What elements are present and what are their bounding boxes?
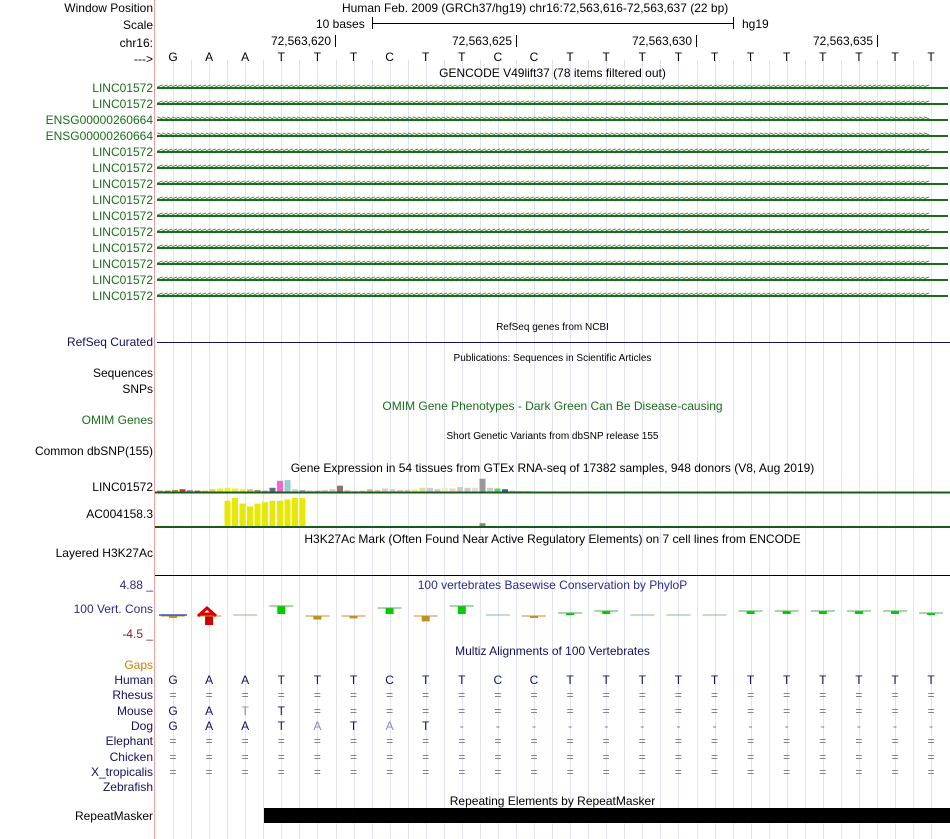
omim-label[interactable]: OMIM Genes <box>81 413 153 427</box>
alignment-base: = <box>349 688 357 703</box>
alignment-base: A <box>385 718 394 733</box>
alignment-base: T <box>602 673 610 687</box>
phylop-negative-glyph <box>198 608 216 616</box>
coordinate-label: 72,563,635 <box>812 34 873 48</box>
gtex-bar[interactable] <box>450 489 456 493</box>
gtex-bar[interactable] <box>225 501 231 526</box>
multiz-track-title[interactable]: Multiz Alignments of 100 Vertebrates <box>455 644 650 658</box>
dna-base: C <box>385 50 394 64</box>
alignment-base: T <box>746 673 755 687</box>
alignment-base: = <box>927 749 935 764</box>
scale-label: Scale <box>122 18 153 32</box>
species-label[interactable]: Dog <box>130 718 153 733</box>
gtex-bar[interactable] <box>255 504 261 526</box>
alignment-base: = <box>891 688 899 703</box>
omim-track-title[interactable]: OMIM Gene Phenotypes - Dark Green Can Be Disease-causing <box>382 399 723 413</box>
gencode-track-label[interactable]: LINC01572 <box>92 257 153 271</box>
alignment-base: = <box>241 734 249 749</box>
label-panel-separator <box>154 0 155 839</box>
dna-base: T <box>566 50 574 64</box>
alignment-base: = <box>277 734 285 749</box>
gtex-bar[interactable] <box>217 489 223 493</box>
gene-model-line <box>157 135 948 137</box>
alignment-base: T <box>241 703 249 718</box>
phylop-bar[interactable] <box>386 608 394 614</box>
alignment-base: = <box>349 764 357 779</box>
alignment-base: C <box>385 673 394 687</box>
alignment-base: - <box>820 718 825 733</box>
alignment-base: = <box>710 688 718 703</box>
gene-model-line <box>157 167 948 169</box>
gene-model-line <box>157 119 948 121</box>
alignment-base: = <box>566 688 574 703</box>
alignment-base: T <box>349 718 358 733</box>
alignment-base: = <box>602 764 610 779</box>
strand-label: ---> <box>134 52 153 66</box>
alignment-base: = <box>458 703 466 718</box>
gene-model-line <box>157 295 948 297</box>
gtex-bar[interactable] <box>270 501 276 526</box>
alignment-base: = <box>747 688 755 703</box>
gaps-label[interactable]: Gaps <box>124 658 153 672</box>
alignment-base: = <box>855 703 863 718</box>
repeatmasker-element[interactable] <box>264 808 950 823</box>
alignment-base: = <box>819 703 827 718</box>
gene-model-line <box>157 183 948 185</box>
alignment-base: T <box>638 673 646 687</box>
alignment-base: - <box>604 718 609 733</box>
dna-base: T <box>710 50 719 64</box>
alignment-base: = <box>422 703 430 718</box>
alignment-base: C <box>529 673 539 687</box>
alignment-base: T <box>458 673 466 687</box>
alignment-base: = <box>927 703 935 718</box>
conservation-track-title[interactable]: 100 vertebrates Basewise Conservation by PhyloP <box>417 578 688 592</box>
dbsnp-track-title[interactable]: Short Genetic Variants from dbSNP release 155 <box>446 431 659 442</box>
alignment-base: = <box>349 734 357 749</box>
dna-base: T <box>927 50 935 64</box>
gencode-track-label[interactable]: LINC01572 <box>92 145 153 159</box>
gene-model-line <box>157 199 948 201</box>
alignment-base: - <box>893 718 897 733</box>
alignment-base: T <box>349 673 358 687</box>
phylop-bar[interactable] <box>422 616 430 621</box>
alignment-base: - <box>784 718 789 733</box>
alignment-base: G <box>168 703 178 718</box>
alignment-base: A <box>205 703 214 718</box>
alignment-base: = <box>891 749 899 764</box>
snps-label[interactable]: SNPs <box>122 382 153 396</box>
coordinate-label: 72,563,620 <box>270 34 331 48</box>
alignment-base: = <box>855 749 863 764</box>
alignment-base: T <box>422 718 430 733</box>
gtex-bar[interactable] <box>457 487 463 492</box>
alignment-base: - <box>929 718 934 733</box>
dna-base: A <box>241 50 250 64</box>
phylop-bar[interactable] <box>277 606 285 614</box>
species-label[interactable]: Chicken <box>109 749 153 764</box>
gtex-bar[interactable] <box>442 488 448 492</box>
gencode-track-label[interactable]: LINC01572 <box>92 241 153 255</box>
h3k27ac-track-title[interactable]: H3K27Ac Mark (Often Found Near Active Regulatory Elements) on 7 cell lines from ENCODE <box>304 532 801 546</box>
dna-base: T <box>891 50 899 64</box>
gene-model-line <box>157 279 948 281</box>
dna-base: C <box>529 50 539 64</box>
scale-value: 10 bases <box>316 17 365 31</box>
alignment-base: = <box>422 734 430 749</box>
gene-model-line <box>157 87 948 89</box>
alignment-base: - <box>459 718 464 733</box>
dna-base: T <box>422 50 430 64</box>
species-label[interactable]: Elephant <box>105 734 153 749</box>
sequences-label[interactable]: Sequences <box>92 366 153 380</box>
gtex-bar[interactable] <box>487 488 493 492</box>
alignment-base: = <box>638 734 646 749</box>
conservation-label[interactable]: 100 Vert. Cons <box>73 602 153 616</box>
publications-track-title[interactable]: Publications: Sequences in Scientific Articles <box>453 353 652 364</box>
alignment-base: = <box>530 749 538 764</box>
alignment-base: - <box>676 718 681 733</box>
alignment-base: = <box>313 764 321 779</box>
alignment-base: = <box>458 764 466 779</box>
gencode-track-label[interactable]: ENSG00000260664 <box>45 129 153 143</box>
alignment-base: = <box>313 703 321 718</box>
gtex-bar[interactable] <box>262 502 268 526</box>
alignment-base: - <box>748 718 753 733</box>
alignment-base: T <box>422 673 430 687</box>
alignment-base: = <box>494 764 502 779</box>
gtex-bar[interactable] <box>240 504 246 526</box>
alignment-base: = <box>494 703 502 718</box>
alignment-base: T <box>313 673 322 687</box>
species-label[interactable]: Rhesus <box>112 688 153 703</box>
alignment-base: = <box>891 764 899 779</box>
alignment-base: T <box>277 703 285 718</box>
alignment-base: A <box>241 673 250 687</box>
refseq-label[interactable]: RefSeq Curated <box>66 335 153 349</box>
alignment-base: T <box>674 673 683 687</box>
gtex-bar[interactable] <box>277 481 283 492</box>
alignment-base: = <box>747 749 755 764</box>
alignment-base: T <box>783 673 791 687</box>
alignment-base: = <box>602 703 610 718</box>
alignment-base: = <box>530 688 538 703</box>
gtex-track-title[interactable]: Gene Expression in 54 tissues from GTEx RNA-seq of 17382 samples, 948 donors (V8, Aug 2019) <box>290 461 815 475</box>
gencode-track-label[interactable]: LINC01572 <box>92 289 153 303</box>
dna-base: T <box>602 50 610 64</box>
alignment-base: A <box>205 673 214 687</box>
coordinate-label: 72,563,630 <box>631 34 692 48</box>
gtex-bar[interactable] <box>292 498 298 526</box>
alignment-base: = <box>386 703 394 718</box>
gtex-row-label-2[interactable]: AC004158.3 <box>86 507 153 521</box>
gtex-bar[interactable] <box>472 488 478 492</box>
gene-model-line <box>157 231 948 233</box>
repeatmasker-label[interactable]: RepeatMasker <box>74 809 153 823</box>
species-label[interactable]: Mouse <box>116 703 153 718</box>
gene-model-line <box>157 103 948 105</box>
alignment-base: = <box>891 734 899 749</box>
phylop-bar[interactable] <box>205 616 213 625</box>
alignment-base: = <box>277 749 285 764</box>
alignment-base: = <box>422 688 430 703</box>
alignment-base: = <box>458 734 466 749</box>
alignment-base: = <box>710 703 718 718</box>
alignment-base: T <box>277 718 285 733</box>
coordinate-tick <box>877 35 878 47</box>
alignment-base: = <box>566 749 574 764</box>
gencode-track-label[interactable]: LINC01572 <box>92 225 153 239</box>
alignment-base: = <box>783 703 791 718</box>
alignment-base: = <box>494 749 502 764</box>
alignment-base: = <box>241 749 249 764</box>
gencode-track-label[interactable]: LINC01572 <box>92 81 153 95</box>
alignment-base: = <box>530 734 538 749</box>
gtex-bar[interactable] <box>480 479 486 492</box>
alignment-base: = <box>819 688 827 703</box>
gtex-bar[interactable] <box>420 488 426 492</box>
alignment-base: T <box>891 673 899 687</box>
gencode-track-label[interactable]: ENSG00000260664 <box>45 113 153 127</box>
alignment-base: = <box>783 734 791 749</box>
window-position-label: Window Position <box>64 1 153 15</box>
dna-base: T <box>277 50 285 64</box>
alignment-base: = <box>277 688 285 703</box>
alignment-base: = <box>349 703 357 718</box>
alignment-base: = <box>783 764 791 779</box>
alignment-base: = <box>530 703 538 718</box>
dna-base: C <box>493 50 503 64</box>
alignment-base: = <box>927 688 935 703</box>
gtex-bar[interactable] <box>427 488 433 492</box>
alignment-base: = <box>927 734 935 749</box>
gtex-bar[interactable] <box>337 486 343 492</box>
alignment-base: = <box>313 749 321 764</box>
species-label[interactable]: Human <box>114 673 153 687</box>
alignment-base: A <box>241 718 250 733</box>
alignment-base: T <box>927 673 935 687</box>
alignment-base: = <box>566 703 574 718</box>
phylop-bar[interactable] <box>458 606 466 614</box>
gtex-bar[interactable] <box>480 523 486 526</box>
alignment-base: - <box>640 718 645 733</box>
h3k27ac-baseline <box>155 575 950 576</box>
alignment-base: = <box>855 688 863 703</box>
gtex-bar[interactable] <box>247 506 253 526</box>
gencode-track-label[interactable]: LINC01572 <box>92 209 153 223</box>
gene-model-line <box>157 151 948 153</box>
alignment-base: G <box>168 718 178 733</box>
coordinate-label: 72,563,625 <box>451 34 512 48</box>
gtex-row-label-1[interactable]: LINC01572 <box>92 480 153 494</box>
dna-base: G <box>168 50 178 64</box>
alignment-base: = <box>927 764 935 779</box>
alignment-base: = <box>710 749 718 764</box>
alignment-base: = <box>674 734 682 749</box>
alignment-base: = <box>205 749 213 764</box>
dbsnp-label[interactable]: Common dbSNP(155) <box>34 444 153 458</box>
alignment-base: = <box>855 764 863 779</box>
alignment-base: = <box>494 734 502 749</box>
alignment-base: = <box>710 764 718 779</box>
alignment-base: = <box>386 764 394 779</box>
conservation-plot[interactable] <box>155 594 950 634</box>
alignment-base: - <box>568 718 573 733</box>
alignment-base: = <box>638 703 646 718</box>
alignment-base: = <box>169 749 177 764</box>
dna-base: T <box>349 50 358 64</box>
alignment-base: T <box>277 673 285 687</box>
alignment-base: T <box>710 673 719 687</box>
alignment-base: T <box>819 673 827 687</box>
alignment-base: = <box>602 749 610 764</box>
repeatmasker-track-title[interactable]: Repeating Elements by RepeatMasker <box>449 794 656 808</box>
coordinate-tick <box>696 35 697 47</box>
coordinate-tick <box>516 35 517 47</box>
gtex-bar[interactable] <box>232 498 238 526</box>
alignment-base: = <box>747 734 755 749</box>
alignment-base: = <box>747 764 755 779</box>
dna-base: T <box>674 50 683 64</box>
gene-model-line <box>157 263 948 265</box>
coordinate-tick <box>335 35 336 47</box>
alignment-base: = <box>674 764 682 779</box>
gtex-bar[interactable] <box>225 488 231 492</box>
alignment-base: = <box>674 688 682 703</box>
alignment-base: T <box>855 673 863 687</box>
h3k27ac-label[interactable]: Layered H3K27Ac <box>55 546 153 560</box>
species-label[interactable]: X_tropicalis <box>90 764 153 779</box>
alignment-base: = <box>602 734 610 749</box>
gene-model-line <box>157 215 948 217</box>
alignment-base: - <box>712 718 717 733</box>
alignment-base: = <box>458 688 466 703</box>
dna-base: T <box>819 50 827 64</box>
alignment-base: = <box>241 764 249 779</box>
gencode-track-label[interactable]: LINC01572 <box>92 273 153 287</box>
alignment-base: = <box>277 764 285 779</box>
dna-base: T <box>638 50 646 64</box>
alignment-base: = <box>169 734 177 749</box>
alignment-base: G <box>168 673 178 687</box>
alignment-base: T <box>566 673 574 687</box>
alignment-base: = <box>855 734 863 749</box>
species-label[interactable]: Zebrafish <box>102 780 153 795</box>
alignment-base: = <box>674 749 682 764</box>
alignment-base: = <box>566 734 574 749</box>
alignment-base: A <box>313 718 322 733</box>
gtex-bar[interactable] <box>277 501 283 526</box>
alignment-base: = <box>313 688 321 703</box>
alignment-base: = <box>638 749 646 764</box>
phylop-bar[interactable] <box>313 616 321 620</box>
alignment-base: = <box>205 764 213 779</box>
alignment-base: A <box>205 718 214 733</box>
alignment-base: - <box>532 718 536 733</box>
conservation-max-label: 4.88 _ <box>119 578 153 592</box>
alignment-base: = <box>241 688 249 703</box>
alignment-base: = <box>783 749 791 764</box>
alignment-base: = <box>602 688 610 703</box>
dna-base: T <box>855 50 863 64</box>
chrom-label: chr16: <box>119 36 153 50</box>
alignment-base: = <box>710 734 718 749</box>
gtex-bar[interactable] <box>465 488 471 492</box>
gtex-bar[interactable] <box>270 488 276 492</box>
refseq-gene-line[interactable] <box>157 342 950 343</box>
alignment-base: = <box>349 749 357 764</box>
alignment-base: = <box>819 764 827 779</box>
alignment-base: = <box>530 764 538 779</box>
alignment-base: = <box>783 688 791 703</box>
gene-model-line <box>157 247 948 249</box>
alignment-base: = <box>422 764 430 779</box>
alignment-base: = <box>674 703 682 718</box>
alignment-base: = <box>386 688 394 703</box>
scale-db: hg19 <box>742 17 769 31</box>
refseq-track-title[interactable]: RefSeq genes from NCBI <box>496 322 609 333</box>
dna-base: T <box>746 50 755 64</box>
gtex-bar[interactable] <box>495 489 501 493</box>
alignment-base: = <box>169 764 177 779</box>
alignment-base: = <box>638 764 646 779</box>
dna-base: T <box>313 50 322 64</box>
gtex-bar[interactable] <box>285 480 291 492</box>
dna-base: T <box>458 50 466 64</box>
alignment-base: = <box>819 734 827 749</box>
alignment-base: = <box>422 749 430 764</box>
gencode-track-title[interactable]: GENCODE V49lift37 (78 items filtered out) <box>439 66 666 80</box>
alignment-base: = <box>891 703 899 718</box>
alignment-base: - <box>856 718 861 733</box>
alignment-base: = <box>566 764 574 779</box>
conservation-min-label: -4.5 _ <box>122 627 153 641</box>
gtex-bar-chart[interactable] <box>155 474 950 530</box>
alignment-base: = <box>494 688 502 703</box>
alignment-base: = <box>386 749 394 764</box>
alignment-base: = <box>386 734 394 749</box>
gtex-bar[interactable] <box>382 489 388 493</box>
gencode-track-label[interactable]: LINC01572 <box>92 97 153 111</box>
alignment-base: = <box>313 734 321 749</box>
alignment-base: C <box>493 673 503 687</box>
alignment-base: - <box>495 718 500 733</box>
alignment-base: = <box>747 703 755 718</box>
alignment-base: = <box>205 688 213 703</box>
gtex-bar[interactable] <box>285 499 291 526</box>
alignment-base: = <box>458 749 466 764</box>
gencode-track-label[interactable]: LINC01572 <box>92 161 153 175</box>
alignment-base: = <box>638 688 646 703</box>
dna-base: T <box>783 50 791 64</box>
window-position-value: Human Feb. 2009 (GRCh37/hg19) chr16:72,563,616-72,563,637 (22 bp) <box>342 1 729 15</box>
dna-base: A <box>205 50 214 64</box>
alignment-base: = <box>205 734 213 749</box>
gencode-track-label[interactable]: LINC01572 <box>92 193 153 207</box>
gtex-bar[interactable] <box>232 489 238 493</box>
alignment-base: = <box>169 688 177 703</box>
gencode-track-label[interactable]: LINC01572 <box>92 177 153 191</box>
gtex-bar[interactable] <box>300 498 306 526</box>
alignment-base: = <box>819 749 827 764</box>
